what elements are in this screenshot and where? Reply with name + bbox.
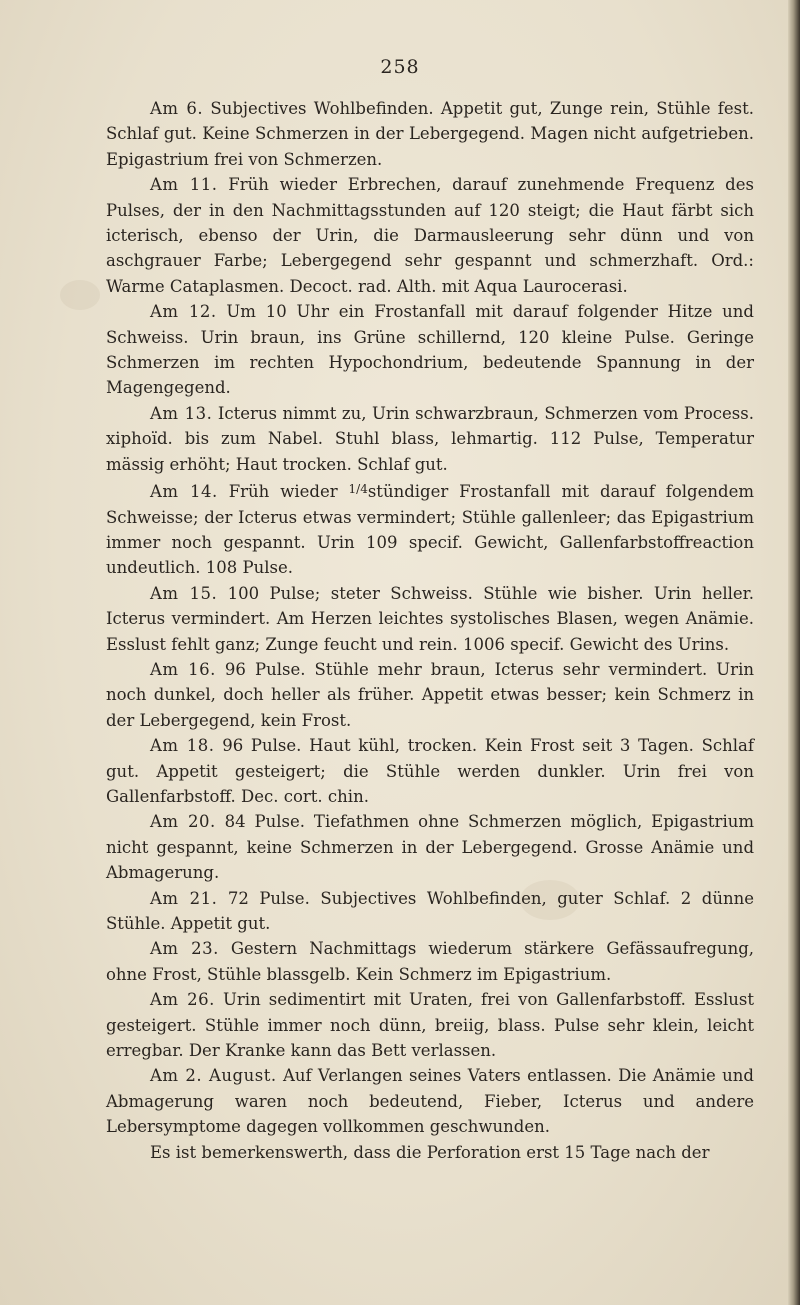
entry-paragraph	[106, 1063, 754, 1139]
entry-paragraph	[106, 936, 754, 987]
fraction-glyph: 1/4	[348, 482, 368, 497]
entry-paragraph	[106, 401, 754, 477]
entry-date: Am 26.	[150, 990, 215, 1010]
entry-text-prefix: Früh wieder	[228, 482, 349, 502]
entry-paragraph	[106, 886, 754, 937]
entry-date: Am 16.	[150, 659, 216, 679]
entry-text: 96 Pulse. Haut kühl, trocken. Kein Frost seit 3 Tagen. Schlaf gut. Appetit gesteigert; die Stühle werden dunkler. Urin frei von Gallenfarbstoff. Dec. cort. chin.	[106, 736, 754, 806]
entry-date: Am 14.	[150, 482, 218, 502]
entry-date: Am 6.	[150, 99, 204, 118]
entry-date: Am 11.	[150, 175, 218, 195]
entry-text: 72 Pulse. Subjectives Wohlbefinden, guter Schlaf. 2 dünne Stühle. Appetit gut.	[106, 888, 754, 933]
entry-paragraph	[106, 477, 754, 581]
entry-text: 84 Pulse. Tiefathmen ohne Schmerzen möglich, Epigastrium nicht gespannt, keine Schmerzen in der Lebergegend. Grosse Anämie und Abmagerung.	[106, 812, 754, 883]
entry-date: Am 20.	[150, 812, 216, 832]
entry-text: Um 10 Uhr ein Frostanfall mit darauf folgender Hitze und Schweiss. Urin braun, ins Grüne schillernd, 120 kleine Pulse. Geringe Schmerzen im rechten Hypochondrium, bedeutende Spannung in der Magengegend.	[106, 302, 754, 398]
entry-paragraph	[106, 987, 754, 1063]
entry-text: Gestern Nachmittags wiederum stärkere Gefässaufregung, ohne Frost, Stühle blassgelb. Kein Schmerz im Epigastrium.	[106, 939, 754, 984]
paper-stain	[60, 280, 100, 310]
entry-text: 96 Pulse. Stühle mehr braun, Icterus sehr vermindert. Urin noch dunkel, doch heller als früher. Appetit etwas besser; kein Schmerz in der Lebergegend, kein Frost.	[106, 659, 754, 730]
entry-date: Am 23.	[150, 939, 219, 959]
page-binding-edge	[788, 0, 800, 1305]
entry-text: 100 Pulse; steter Schweiss. Stühle wie bisher. Urin heller. Icterus vermindert. Am Herzen leichtes systolisches Blasen, wegen Anämie. Esslust fehlt ganz; Zunge feucht und rein. 1006 specif. Gewicht des Urins.	[106, 583, 754, 654]
entry-date: Am 18.	[150, 736, 215, 756]
entry-text: Auf Verlangen seines Vaters entlassen. Die Anämie und Abmagerung waren noch bedeutend, Fieber, Icterus und andere Lebersymptome dagegen vollkommen geschwunden.	[106, 1066, 754, 1137]
entry-text: Es ist bemerkenswerth, dass die Perforation erst 15 Tage nach der	[150, 1142, 710, 1162]
entry-date: Am 2. August.	[150, 1066, 277, 1086]
closing-paragraph	[106, 1140, 754, 1165]
entry-paragraph	[106, 96, 754, 172]
entry-date: Am 12.	[150, 302, 217, 322]
entry-date: Am 21.	[150, 888, 218, 908]
entry-paragraph	[106, 809, 754, 885]
entry-paragraph	[106, 657, 754, 733]
entry-paragraph	[106, 172, 754, 299]
body-text	[106, 96, 754, 1165]
entry-date: Am 15.	[150, 583, 218, 603]
entry-paragraph	[106, 299, 754, 401]
entry-text: Urin sedimentirt mit Uraten, frei von Gallenfarbstoff. Esslust gesteigert. Stühle immer noch dünn, breiig, blass. Pulse sehr klein, leicht erregbar. Der Kranke kann das Bett verlassen.	[106, 990, 754, 1061]
entry-paragraph	[106, 733, 754, 809]
entry-text: Früh wieder Erbrechen, darauf zunehmende Frequenz des Pulses, der in den Nachmittagsstunden auf 120 steigt; die Haut färbt sich icterisch, ebenso der Urin, die Darmausleerung sehr dünn und von aschgrauer Farbe; Lebergegend sehr gespannt und schmerzhaft. Ord.: Warme Cataplasmen. Decoct. rad. Alth. mit Aqua Laurocerasi.	[106, 175, 754, 296]
page-number: 258	[380, 56, 420, 78]
entry-text: Subjectives Wohlbefinden. Appetit gut, Zunge rein, Stühle fest. Schlaf gut. Keine Schmerzen in der Lebergegend. Magen nicht aufgetrieben. Epigastrium frei von Schmerzen.	[106, 99, 754, 169]
entry-text: stündiger Frostanfall mit darauf folgendem Schweisse; der Icterus etwas vermindert; Stühle gallenleer; das Epigastrium immer noch gespannt. Urin 109 specif. Gewicht, Gallenfarbstoffreaction undeutlich. 108 Pulse.	[106, 482, 754, 578]
entry-text: Icterus nimmt zu, Urin schwarzbraun, Schmerzen vom Process. xiphoïd. bis zum Nabel. Stuhl blass, lehmartig. 112 Pulse, Temperatur mässig erhöht; Haut trocken. Schlaf gut.	[106, 403, 754, 474]
entry-date: Am 13.	[150, 403, 213, 423]
entry-paragraph	[106, 581, 754, 657]
